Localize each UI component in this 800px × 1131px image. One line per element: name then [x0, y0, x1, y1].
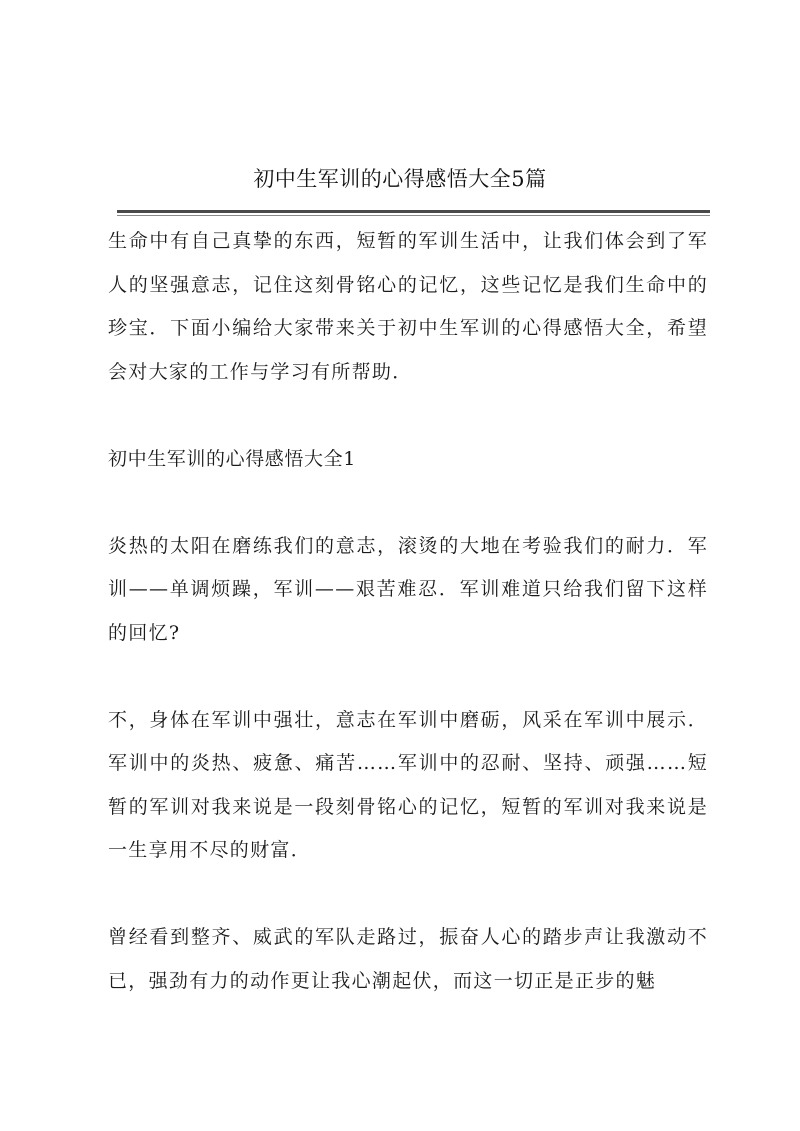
body-paragraph: 炎热的太阳在磨练我们的意志，滚烫的大地在考验我们的耐力．军训——单调烦躁，军训——艰苦难忍．军训难道只给我们留下这样的回忆? [108, 534, 708, 644]
title-divider-thick [117, 210, 710, 213]
intro-paragraph: 生命中有自己真挚的东西，短暂的军训生活中，让我们体会到了军人的坚强意志，记住这刻骨铭心的记忆，这些记忆是我们生命中的珍宝．下面小编给大家带来关于初中生军训的心得感悟大全，希望会对大家的工作与学习有所帮助． [108, 230, 708, 383]
document-body [108, 220, 708, 1003]
section-heading: 初中生军训的心得感悟大全1 [108, 447, 356, 470]
body-paragraph: 不，身体在军训中强壮，意志在军训中磨砺，风采在军训中展示．军训中的炎热、疲惫、痛苦……军训中的忍耐、坚持、顽强……短暂的军训对我来说是一段刻骨铭心的记忆，短暂的军训对我来说是一生享用不尽的财富． [108, 708, 708, 861]
title-divider-thin [117, 215, 710, 216]
document-title: 初中生军训的心得感悟大全5篇 [253, 167, 547, 191]
body-paragraph: 曾经看到整齐、威武的军队走路过，振奋人心的踏步声让我激动不已，强劲有力的动作更让我心潮起伏，而这一切正是正步的魅 [108, 926, 708, 992]
